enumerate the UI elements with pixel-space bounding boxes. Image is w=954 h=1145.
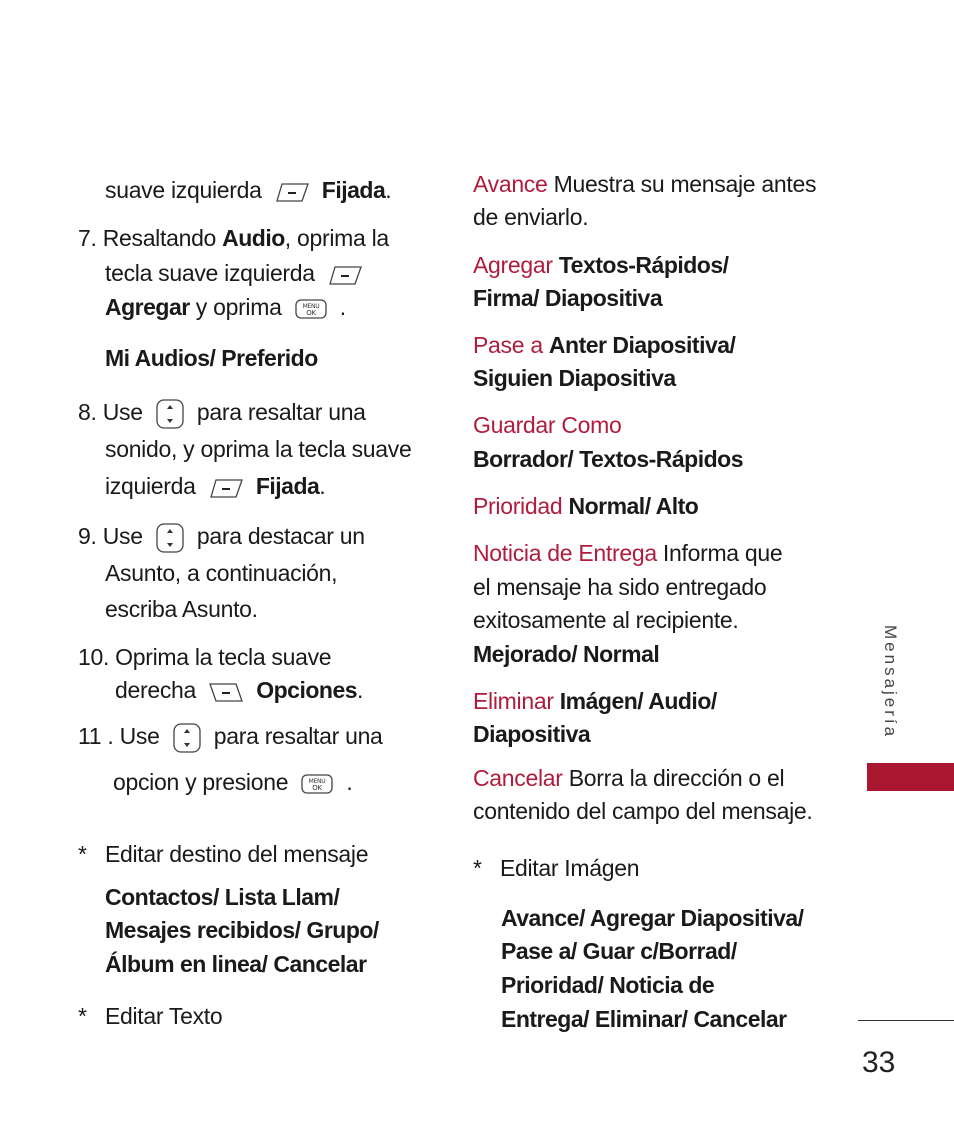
step8-line2: sonido, y oprima la tecla suave xyxy=(105,436,412,462)
image-options-1: Avance/ Agregar Diapositiva/ xyxy=(501,905,804,931)
noticia-line2: el mensaje ha sido entregado xyxy=(473,574,767,600)
step7-options: Mi Audios/ Preferido xyxy=(105,345,318,371)
bullet-edit-image: * Editar Imágen xyxy=(473,855,640,881)
step9-line3: escriba Asunto. xyxy=(105,596,258,622)
eliminar-line2: Diapositiva xyxy=(473,721,591,747)
step11-line2: opcion y presione MENU OK . xyxy=(113,769,353,795)
step11-line1: 11 . Use para resaltar una xyxy=(78,719,383,753)
bullet-edit-text: * Editar Texto xyxy=(78,1003,223,1029)
step9-line2: Asunto, a continuación, xyxy=(105,560,338,586)
menu-ok-key-icon xyxy=(294,298,328,320)
right-soft-key-icon xyxy=(208,681,244,703)
pase-line2: Siguien Diapositiva xyxy=(473,365,676,391)
step6-continuation: suave izquierda Fijada. xyxy=(105,177,392,203)
pase-line1: Pase a Anter Diapositiva/ xyxy=(473,332,736,358)
svg-text:MENU: MENU xyxy=(308,777,326,785)
step10-line1: 10. Oprima la tecla suave xyxy=(78,644,332,670)
step9-line1: 9. Use para destacar un xyxy=(78,519,365,553)
step10-line2: derecha Opciones. xyxy=(115,677,364,703)
agregar-line1: Agregar Textos-Rápidos/ xyxy=(473,252,729,278)
nav-up-down-key-icon xyxy=(155,399,185,429)
cancelar-line1: Cancelar Borra la dirección o el xyxy=(473,765,785,791)
guardar-term: Guardar Como xyxy=(473,412,622,438)
svg-text:MENU: MENU xyxy=(302,302,320,310)
step8-line3: izquierda Fijada. xyxy=(105,473,326,499)
left-soft-key-icon xyxy=(208,477,244,499)
cancelar-line2: contenido del campo del mensaje. xyxy=(473,798,813,824)
destination-options-1: Contactos/ Lista Llam/ xyxy=(105,884,340,910)
avance-line2: de enviarlo. xyxy=(473,204,589,230)
footer-rule xyxy=(858,1020,954,1021)
noticia-line1: Noticia de Entrega Informa que xyxy=(473,540,783,566)
noticia-options: Mejorado/ Normal xyxy=(473,641,660,667)
agregar-line2: Firma/ Diapositiva xyxy=(473,285,663,311)
step7-line2: tecla suave izquierda xyxy=(105,256,369,290)
prioridad-line: Prioridad Normal/ Alto xyxy=(473,493,699,519)
destination-options-2: Mesajes recibidos/ Grupo/ xyxy=(105,917,379,943)
eliminar-line1: Eliminar Imágen/ Audio/ xyxy=(473,688,717,714)
section-side-label: Mensajería xyxy=(881,625,900,740)
page-number: 33 xyxy=(862,1046,896,1079)
nav-up-down-key-icon xyxy=(155,523,185,553)
section-tab-bar xyxy=(867,763,954,791)
noticia-line3: exitosamente al recipiente. xyxy=(473,607,739,633)
svg-text:OK: OK xyxy=(312,783,323,792)
step7-line3: Agregar y oprima MENU OK . xyxy=(105,294,346,320)
destination-options-3: Álbum en linea/ Cancelar xyxy=(105,951,367,977)
step8-line1: 8. Use para resaltar una xyxy=(78,395,366,429)
menu-ok-key-icon xyxy=(300,773,334,795)
left-soft-key-icon xyxy=(327,264,363,286)
svg-text:OK: OK xyxy=(305,308,316,317)
avance-line1: Avance Muestra su mensaje antes xyxy=(473,171,817,197)
guardar-options: Borrador/ Textos-Rápidos xyxy=(473,446,743,472)
left-soft-key-icon xyxy=(274,181,310,203)
image-options-4: Entrega/ Eliminar/ Cancelar xyxy=(501,1006,787,1032)
bullet-edit-destination: * Editar destino del mensaje xyxy=(78,841,369,867)
image-options-2: Pase a/ Guar c/Borrad/ xyxy=(501,938,737,964)
step7-line1: 7. Resaltando Audio, oprima la xyxy=(78,225,389,251)
nav-up-down-key-icon xyxy=(172,723,202,753)
image-options-3: Prioridad/ Noticia de xyxy=(501,972,715,998)
